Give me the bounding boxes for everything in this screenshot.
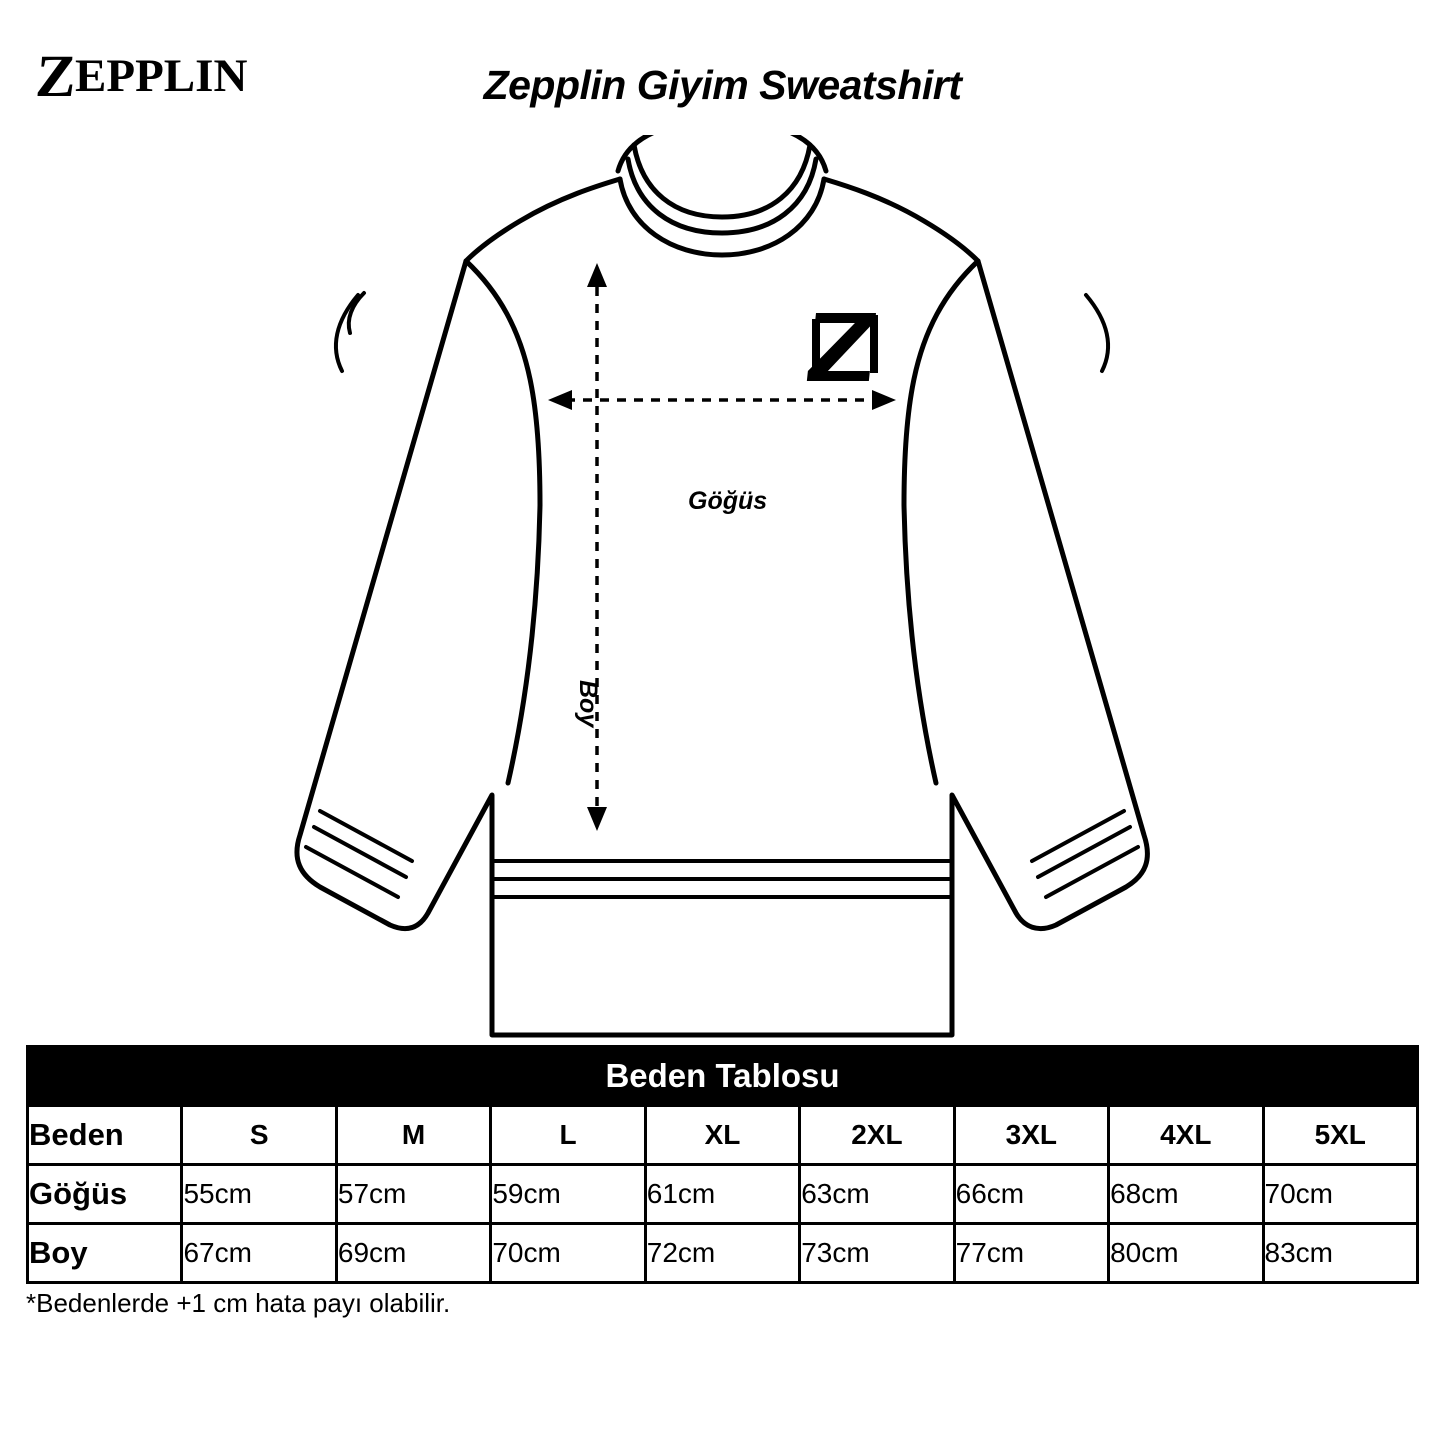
table-title: Beden Tablosu [28,1047,1418,1106]
page-title [0,62,1445,109]
row-label-gogus: Göğüs [28,1165,182,1224]
page-title-bold: Sweatshirt [759,62,962,108]
cell-gogus-4xl: 68cm [1109,1165,1263,1224]
chest-measure-arrow [548,390,896,410]
row-label-boy: Boy [28,1224,182,1283]
table-row [28,1224,1418,1283]
cell-boy-5xl: 83cm [1263,1224,1418,1283]
cell-gogus-5xl: 70cm [1263,1165,1418,1224]
header-cell-4xl: 4XL [1109,1106,1263,1165]
sweatshirt-drawing [0,135,1445,1040]
header-cell-s: S [182,1106,336,1165]
chest-measure-label: Göğüs [688,487,768,515]
cell-gogus-m: 57cm [336,1165,490,1224]
cell-gogus-xl: 61cm [645,1165,799,1224]
cell-boy-4xl: 80cm [1109,1224,1263,1283]
page-title-light: Zepplin Giyim [483,62,749,108]
length-measure-label: Boy [574,680,602,728]
cell-boy-xl: 72cm [645,1224,799,1283]
cell-boy-l: 70cm [491,1224,645,1283]
cell-boy-3xl: 77cm [954,1224,1108,1283]
sweatshirt-illustration [0,135,1445,1040]
table-title-row [28,1047,1418,1106]
brand-name-text: EPPLIN [75,49,248,102]
header-cell-3xl: 3XL [954,1106,1108,1165]
cell-gogus-2xl: 63cm [800,1165,954,1224]
footnote-text: *Bedenlerde +1 cm hata payı olabilir. [26,1288,451,1318]
header-cell-5xl: 5XL [1263,1106,1418,1165]
size-table [26,1045,1419,1284]
cell-gogus-l: 59cm [491,1165,645,1224]
header-cell-xl: XL [645,1106,799,1165]
table-row [28,1165,1418,1224]
header-cell-beden: Beden [28,1106,182,1165]
cell-gogus-s: 55cm [182,1165,336,1224]
header-cell-m: M [336,1106,490,1165]
brand-z-mark: Z [33,43,77,109]
table-header-row [28,1106,1418,1165]
size-table-container [26,1045,1419,1284]
cell-boy-s: 67cm [182,1224,336,1283]
cell-boy-2xl: 73cm [800,1224,954,1283]
header-cell-l: L [491,1106,645,1165]
chest-logo-icon [807,313,878,381]
length-measure-arrow [587,263,607,831]
cell-gogus-3xl: 66cm [954,1165,1108,1224]
page-header [0,0,1445,140]
cell-boy-m: 69cm [336,1224,490,1283]
header-cell-2xl: 2XL [800,1106,954,1165]
